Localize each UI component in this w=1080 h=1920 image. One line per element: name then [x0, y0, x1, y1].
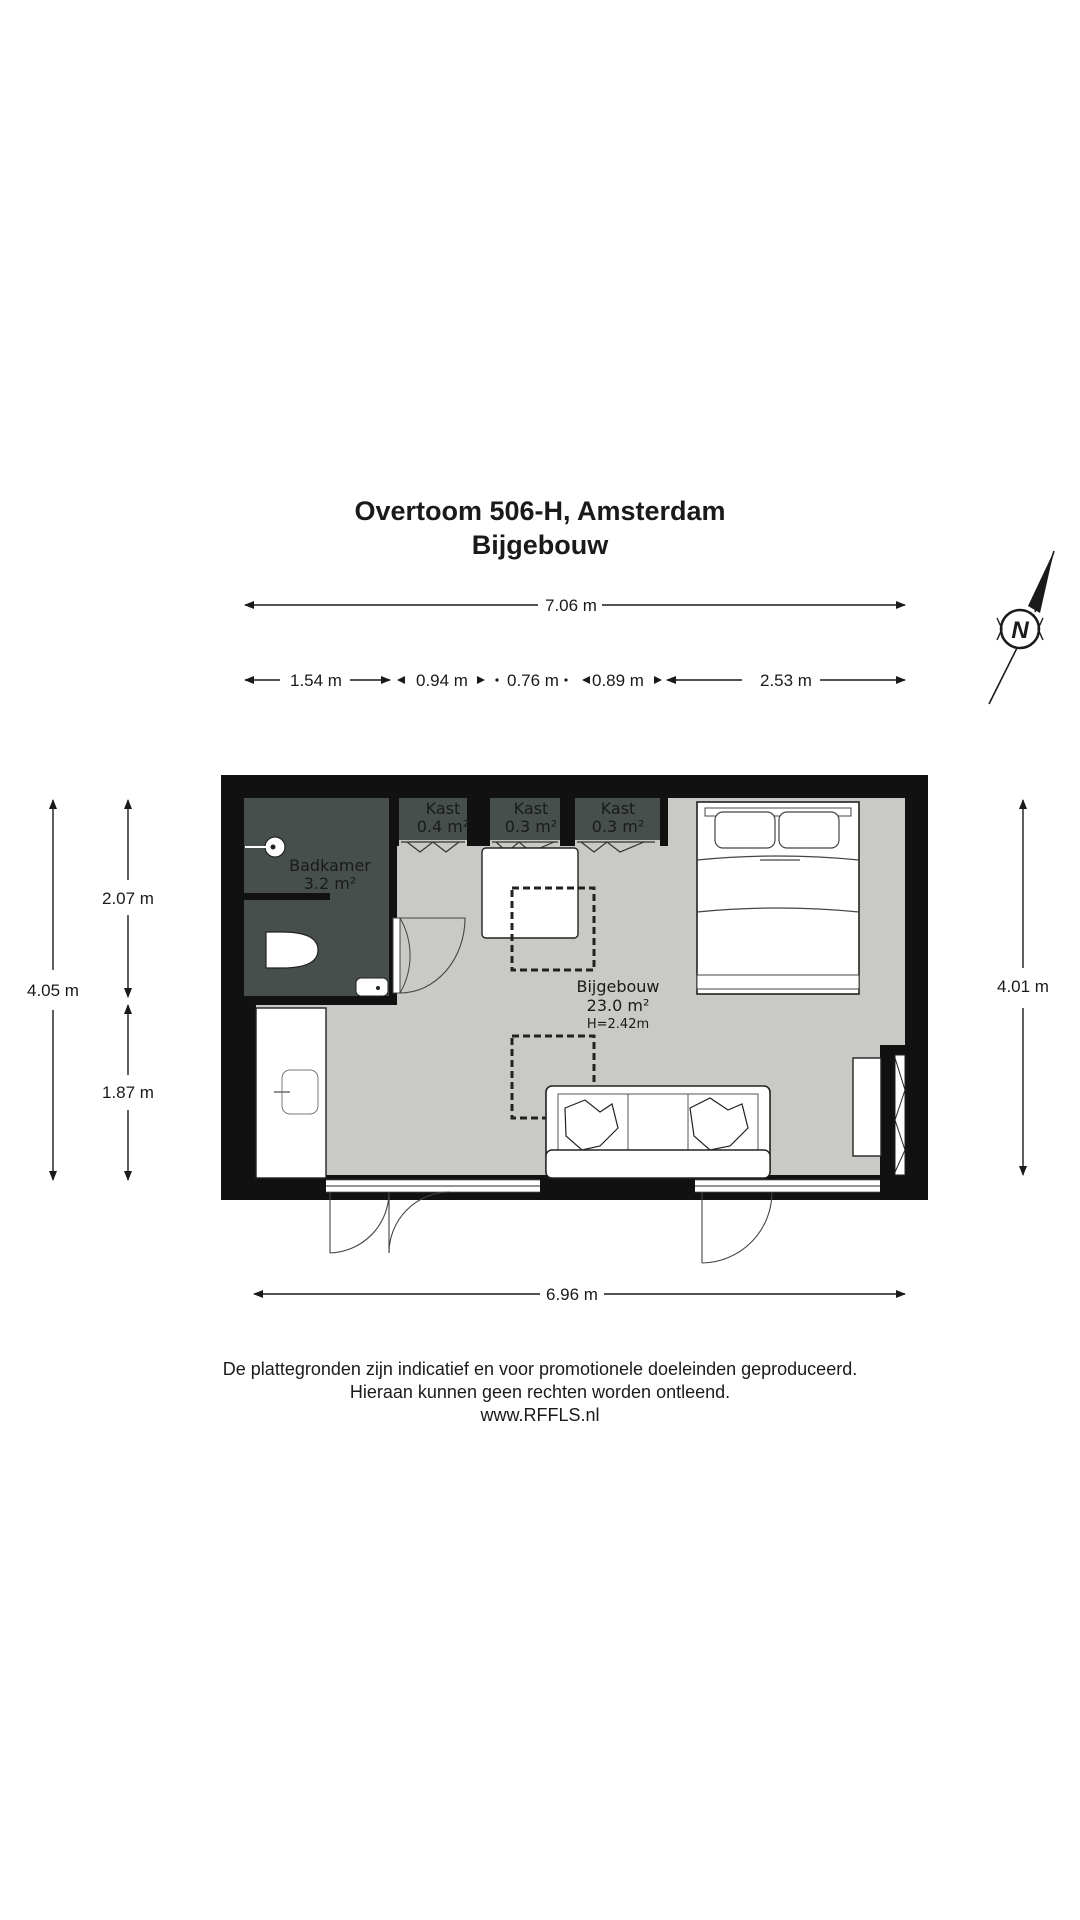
dimension-label: 7.06 m	[545, 596, 597, 615]
dimension-bottom-total	[254, 1285, 905, 1304]
kitchen-counter	[256, 1008, 326, 1178]
sofa-icon	[546, 1086, 770, 1178]
dimension-label: 0.94 m	[416, 671, 468, 690]
ottoman-icon	[482, 848, 578, 938]
website-link[interactable]: www.RFFLS.nl	[480, 1405, 600, 1425]
dimension-label: 2.07 m	[102, 889, 154, 908]
french-doors-left-icon	[330, 1192, 450, 1253]
dimension-label: 4.01 m	[997, 977, 1049, 996]
dimension-right-total	[997, 800, 1049, 1175]
svg-text:Badkamer: Badkamer	[289, 856, 371, 875]
disclaimer-line-1: De plattegronden zijn indicatief en voor promotionele doeleinden geproduceerd.	[222, 1359, 858, 1379]
plan-title: Overtoom 506-H, Amsterdam	[354, 496, 726, 526]
dimension-label: 2.53 m	[760, 671, 812, 690]
dimension-left-upper	[102, 800, 154, 997]
svg-text:Kast: Kast	[425, 799, 461, 818]
svg-text:0.3 m²: 0.3 m²	[504, 817, 558, 836]
north-arrow-icon	[989, 551, 1054, 704]
toilet-icon	[266, 932, 318, 968]
dimension-left-lower	[102, 1005, 154, 1180]
dimension-label: 6.96 m	[546, 1285, 598, 1304]
dimension-top-total	[245, 596, 905, 615]
dimension-label: 4.05 m	[27, 981, 79, 1000]
dimension-label: 1.87 m	[102, 1083, 154, 1102]
svg-text:23.0 m²: 23.0 m²	[586, 996, 650, 1015]
dimension-label: 1.54 m	[290, 671, 342, 690]
compass-letter: N	[1011, 617, 1029, 644]
dimension-label: 0.76 m	[507, 671, 559, 690]
bed-icon	[697, 802, 859, 994]
svg-text:Kast: Kast	[600, 799, 636, 818]
plan-subtitle: Bijgebouw	[471, 530, 609, 560]
dimension-left-total	[27, 800, 79, 1180]
svg-text:Kast: Kast	[513, 799, 549, 818]
svg-text:0.3 m²: 0.3 m²	[591, 817, 645, 836]
dimension-top-segments	[245, 671, 905, 690]
svg-text:Bijgebouw: Bijgebouw	[576, 977, 660, 996]
dimension-label: 0.89 m	[592, 671, 644, 690]
svg-text:H=2.42m: H=2.42m	[586, 1017, 650, 1032]
svg-text:3.2 m²: 3.2 m²	[303, 874, 357, 893]
shower-drain-icon	[356, 978, 388, 996]
room-label-bijgebouw	[576, 977, 659, 1032]
svg-text:0.4 m²: 0.4 m²	[416, 817, 470, 836]
french-door-right-icon	[702, 1192, 772, 1263]
disclaimer-line-2: Hieraan kunnen geen rechten worden ontleend.	[349, 1382, 731, 1402]
